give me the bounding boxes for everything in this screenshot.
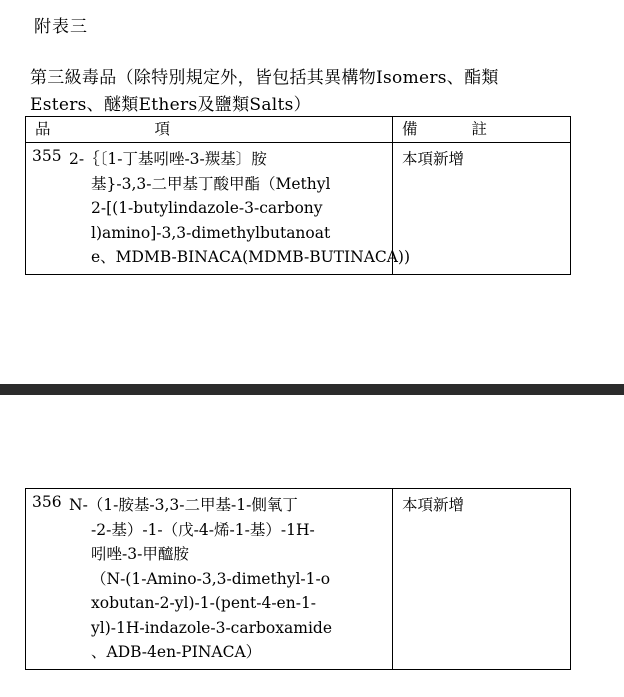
header-note-char-1: 備 — [402, 120, 418, 138]
section-heading-line-2: Esters、醚類Ethers及鹽類Salts） — [30, 95, 311, 115]
entry-line: xobutan-2-yl)-1-(pent-4-en-1- — [91, 594, 317, 612]
entry-line: 2-｛〔1-丁基吲唑-3-羰基〕胺 — [69, 150, 267, 168]
page-divider — [0, 384, 624, 395]
entry-line: 基}-3,3-二甲基丁酸甲酯（Methyl — [91, 174, 331, 193]
entry-line: （N-(1-Amino-3,3-dimethyl-1-o — [91, 569, 331, 588]
entry-355-item-cell — [26, 143, 411, 275]
entry-line: 2-[(1-butylindazole-3-carbony — [91, 199, 323, 217]
header-item-char-1: 品 — [35, 120, 51, 138]
entry-line: 、ADB-4en-PINACA） — [91, 643, 262, 661]
table-row — [26, 143, 571, 275]
entry-355-note: 本項新增 — [393, 143, 571, 275]
header-item-cell — [26, 117, 393, 143]
table-row — [26, 489, 571, 670]
entry-number: 356 — [32, 493, 62, 511]
entry-356-note: 本項新增 — [393, 489, 571, 670]
section-heading — [30, 65, 590, 119]
entry-356-item-cell — [26, 489, 393, 670]
appendix-title: 附表三 — [34, 17, 88, 37]
section-heading-line-1: 第三級毒品（除特別規定外，皆包括其異構物Isomers、酯類 — [30, 68, 499, 88]
entry-line: l)amino]-3,3-dimethylbutanoat — [91, 223, 331, 242]
header-note-cell — [393, 117, 571, 143]
entry-line: yl)-1H-indazole-3-carboxamide — [91, 618, 332, 637]
schedule-table-1 — [25, 116, 571, 275]
schedule-table-2 — [25, 488, 571, 670]
entry-line: -2-基）-1-（戊-4-烯-1-基）-1H- — [91, 520, 315, 539]
table-header-row — [26, 117, 571, 143]
document-page-lower — [0, 395, 624, 697]
entry-line: e、MDMB-BINACA(MDMB-BUTINACA)) — [91, 248, 411, 266]
entry-number: 355 — [32, 147, 62, 165]
header-item-char-2: 項 — [154, 120, 170, 138]
entry-line: N-（1-胺基-3,3-二甲基-1-側氧丁 — [69, 496, 298, 514]
header-note-char-2: 註 — [471, 120, 487, 138]
entry-line: 吲唑-3-甲醯胺 — [91, 545, 189, 563]
